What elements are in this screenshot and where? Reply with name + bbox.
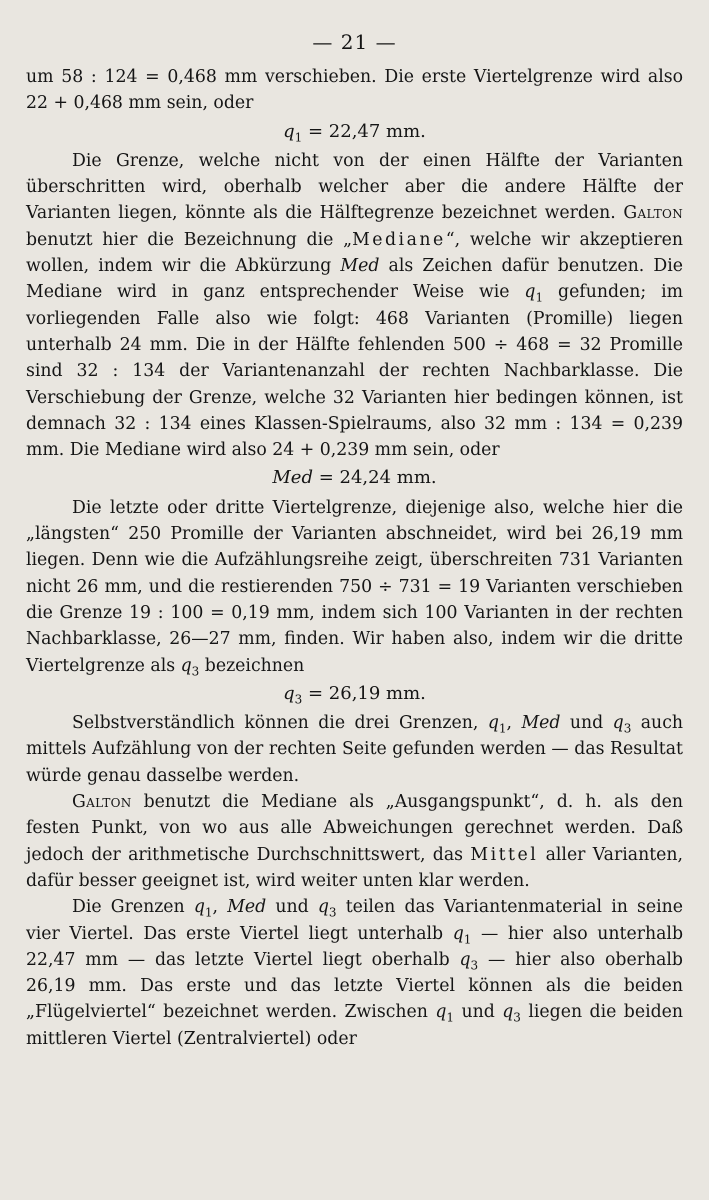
paragraph-6-text-5: — hier also unterhalb 22,47 mm — das letzte Viertel liegt oberhalb — [26, 923, 684, 970]
term-mittel: Mittel — [470, 844, 539, 865]
paragraph-2-text-5: gefunden; im vorliegenden Falle also wie folgt: 468 Varianten (Promille) liegen unterhalb 24 mm. Die in der Hälfte fehlenden 500 ÷ 468 = 32 Promille sind 32 : 134 der Variantenanzahl der rechten Nachbarklasse. Die Verschiebung der Grenze, welche 32 Varianten hier bedingen können, ist demnach 32 : 134 eines Klassen-Spielraums, also 32 mm : 134 = 0,239 mm. Die Mediane wird also 24 + 0,239 mm sein, oder — [26, 282, 683, 461]
paragraph-6-text-7: und — [454, 1002, 503, 1023]
page-number: — 21 — — [312, 30, 397, 54]
symbol-q: q — [487, 713, 499, 734]
symbol-q: q — [459, 949, 471, 970]
symbol-q: q — [180, 655, 192, 676]
formula-med — [26, 465, 683, 491]
formula-q3 — [26, 681, 683, 707]
formula-q1-subscript: 1 — [294, 130, 303, 145]
paragraph-6-text-2: , — [212, 897, 228, 918]
term-med: Med — [340, 256, 380, 277]
author-galton: Galton — [623, 203, 683, 224]
paragraph-2 — [26, 148, 683, 464]
symbol-q: q — [502, 1002, 514, 1023]
symbol-q-subscript: 1 — [498, 721, 507, 736]
paragraph-6 — [26, 894, 683, 1052]
paragraph-4-text-1: Selbstverständlich können die drei Grenzen, — [72, 713, 488, 734]
symbol-q: q — [193, 897, 205, 918]
paragraph-6-text-8: liegen die beiden mittleren Viertel (Zentralviertel) oder — [26, 1002, 684, 1049]
paragraph-3 — [26, 495, 683, 679]
paragraph-5 — [26, 789, 683, 894]
symbol-q: q — [435, 1002, 447, 1023]
formula-med-value: = 24,24 mm. — [312, 467, 437, 489]
paragraph-4-text-2: , — [506, 713, 522, 734]
symbol-q-subscript: 3 — [513, 1010, 521, 1025]
term-med: Med — [227, 897, 267, 918]
symbol-q-subscript: 3 — [623, 721, 632, 736]
formula-q3-value: = 26,19 mm. — [302, 682, 426, 704]
symbol-q-subscript: 3 — [470, 958, 479, 973]
symbol-q: q — [524, 282, 536, 303]
paragraph-2-text-2: benutzt hier die Bezeichnung die „ — [26, 229, 353, 250]
paragraph-2-text-3: “, welche wir akzeptieren wollen, indem wir die Abkürzung — [26, 229, 683, 277]
paragraph-1 — [26, 64, 683, 117]
formula-q3-symbol: q — [283, 682, 295, 704]
paragraph-2-text-1: Die Grenze, welche nicht von der einen Hälfte der Varianten überschritten wird, oberhalb welcher aber die andere Hälfte der Varianten liegen, könnte als die Hälftegrenze bezeichnet werden. — [26, 150, 683, 224]
symbol-q: q — [612, 713, 624, 734]
paragraph-2-text-4: als Zeichen dafür benutzen. Die Mediane wird in ganz entsprechender Weise wie — [26, 256, 683, 303]
symbol-q-subscript: 1 — [535, 290, 544, 305]
formula-q1 — [26, 119, 683, 145]
formula-q1-symbol: q — [283, 120, 295, 142]
symbol-q: q — [452, 923, 464, 944]
paragraph-6-text-1: Die Grenzen — [72, 897, 194, 918]
term-mediane: Mediane — [352, 229, 446, 250]
paragraph-3-end: bezeichnen — [199, 655, 305, 676]
body-text — [26, 64, 683, 1052]
formula-q1-value: = 22,47 mm. — [302, 120, 426, 142]
paragraph-3-text: Die letzte oder dritte Viertelgrenze, diejenige also, welche hier die „längsten“ 250 Promille der Varianten abschneidet, wird bei 26,19 mm liegen. Denn wie die Aufzählungsreihe zeigt, überschreiten 731 Varianten nicht 26 mm, und die restierenden 750 ÷ 731 = 19 Varianten verschieben die Grenze 19 : 100 = 0,19 mm, indem sich 100 Varianten in der rechten Nachbarklasse, 26—27 mm, finden. Wir haben also, indem wir die dritte Viertelgrenze als — [26, 497, 683, 676]
term-med: Med — [521, 713, 561, 734]
paragraph-5-text-2: aller Varianten, dafür besser geeignet ist, wird weiter unten klar werden. — [26, 844, 683, 891]
paragraph-4-text-3: und — [560, 713, 613, 734]
paragraph-1-line-2: wird also 22 + 0,468 mm sein, oder — [26, 67, 683, 114]
symbol-q: q — [317, 897, 329, 918]
paragraph-5-text-1: benutzt die Mediane als „Ausgangspunkt“, d. h. als den festen Punkt, von wo aus alle Abweichungen gerechnet werden. Daß jedoch der arithmetische Durchschnittswert, das — [26, 792, 683, 865]
paragraph-1-line-1: um 58 : 124 = 0,468 mm verschieben. Die erste Viertelgrenze — [26, 67, 593, 87]
symbol-q-subscript: 1 — [204, 905, 213, 920]
symbol-q-subscript: 3 — [191, 663, 200, 678]
formula-med-symbol: Med — [272, 467, 313, 489]
paragraph-4 — [26, 710, 683, 789]
paragraph-6-text-4: teilen das Variantenmaterial in seine vier Viertel. Das erste Viertel liegt unterhalb — [26, 897, 683, 944]
formula-q3-subscript: 3 — [294, 692, 303, 707]
symbol-q-subscript: 1 — [446, 1010, 455, 1025]
paragraph-4-text-4: auch mittels Aufzählung von der rechten Seite gefunden werden — das Resultat würde genau dasselbe werden. — [26, 713, 683, 786]
symbol-q-subscript: 3 — [328, 905, 337, 920]
author-galton: Galton — [72, 792, 132, 813]
paragraph-6-text-3: und — [266, 897, 318, 918]
symbol-q-subscript: 1 — [463, 931, 472, 946]
paragraph-6-text-6: — hier also oberhalb 26,19 mm. Das erste und das letzte Viertel können als die beiden „Flügelviertel“ bezeichnet werden. Zwischen — [26, 949, 683, 1023]
